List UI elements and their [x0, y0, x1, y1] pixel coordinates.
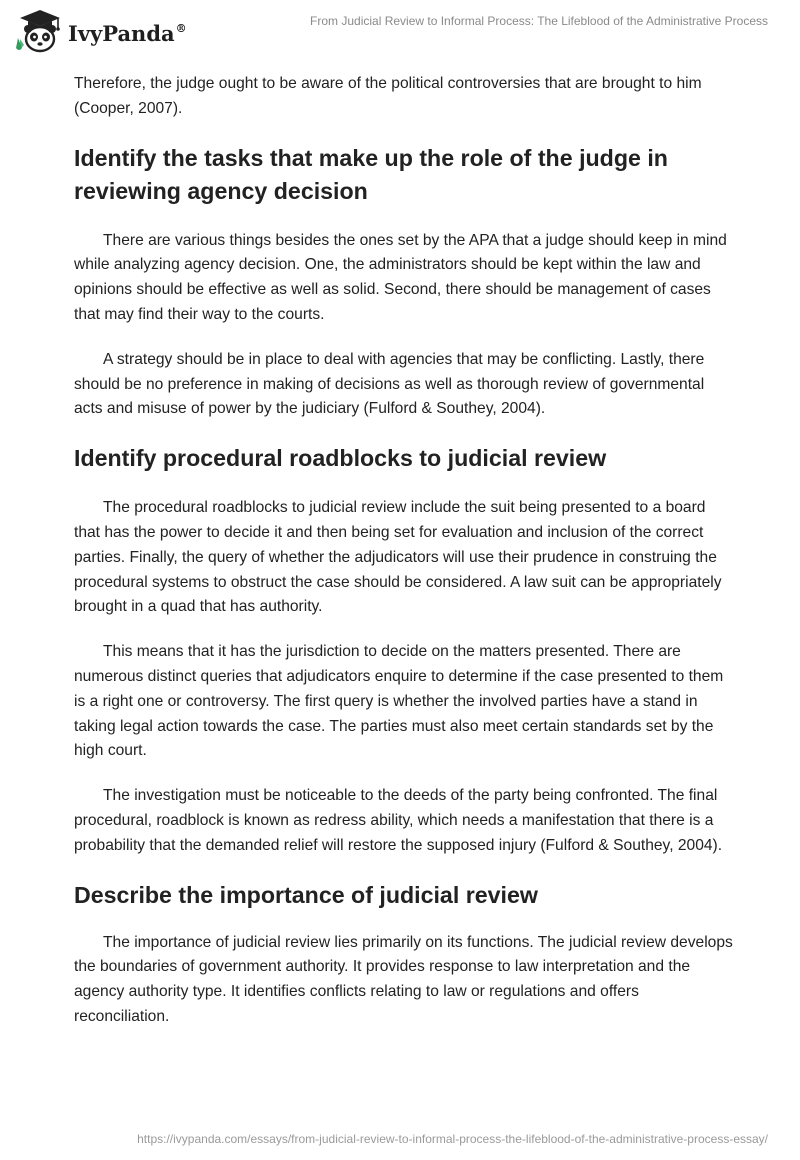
section-heading-procedural-roadblocks: Identify procedural roadblocks to judicial review [74, 445, 607, 472]
page-header [0, 0, 800, 60]
paragraph: A strategy should be in place to deal with agencies that may be conflicting. Lastly, there should be no preference in making of decisions as well as thorough review of governmental acts and misuse of power by the judiciary (Fulford & Southey, 2004). [74, 350, 705, 418]
paragraph-intro: Therefore, the judge ought to be aware of the political controversies that are brought to him (Cooper, 2007). [74, 75, 702, 117]
paragraph: The investigation must be noticeable to the deeds of the party being confronted. The final procedural, roadblock is known as redress ability, which needs a manifestation that there is a probability that the demanded relief will restore the supposed injury (Fulford & Southey, 2004). [74, 787, 723, 854]
paragraph: The importance of judicial review lies primarily on its functions. The judicial review develops the boundaries of government authority. It provides response to law interpretation and the agency authority type. It identifies conflicts relating to law or regulations and offers reconciliation. [74, 933, 733, 1025]
section-heading-importance: Describe the importance of judicial review [74, 881, 538, 908]
ivypanda-logo[interactable] [14, 8, 187, 56]
section-heading-judge-tasks: Identify the tasks that make up the role of the judge in reviewing agency decision [74, 144, 668, 204]
panda-graduate-icon [14, 8, 66, 56]
paragraph: This means that it has the jurisdiction to decide on the matters presented. There are numerous distinct queries that adjudicators enquire to determine if the case presented to them is a right one or controversy. The first query is whether the involved parties have a stand in taking legal action towards the case. The parties must also meet certain standards set by the high court. [74, 643, 724, 760]
paragraph: The procedural roadblocks to judicial review include the suit being presented to a board that has the power to decide it and then being set for evaluation and inclusion of the correct parties. Finally, the query of whether the adjudicators will use their prudence in construing the procedural systems to obstruct the case should be considered. A law suit can be appropriately brought in a quad that has authority. [74, 499, 722, 616]
essay-content [74, 72, 734, 1030]
paragraph: There are various things besides the ones set by the APA that a judge should keep in mind while analyzing agency decision. One, the administrators should be kept within the law and opinions should be effective as well as solid. Second, there should be management of cases that may find their way to the courts. [74, 231, 727, 323]
document-title: From Judicial Review to Informal Process: The Lifeblood of the Administrative Process [310, 14, 768, 28]
source-url[interactable]: https://ivypanda.com/essays/from-judicial-review-to-informal-process-the-lifeblood-of-the-administrative-process-essay/ [137, 1132, 768, 1146]
brand-name: IvyPanda® [68, 20, 187, 46]
